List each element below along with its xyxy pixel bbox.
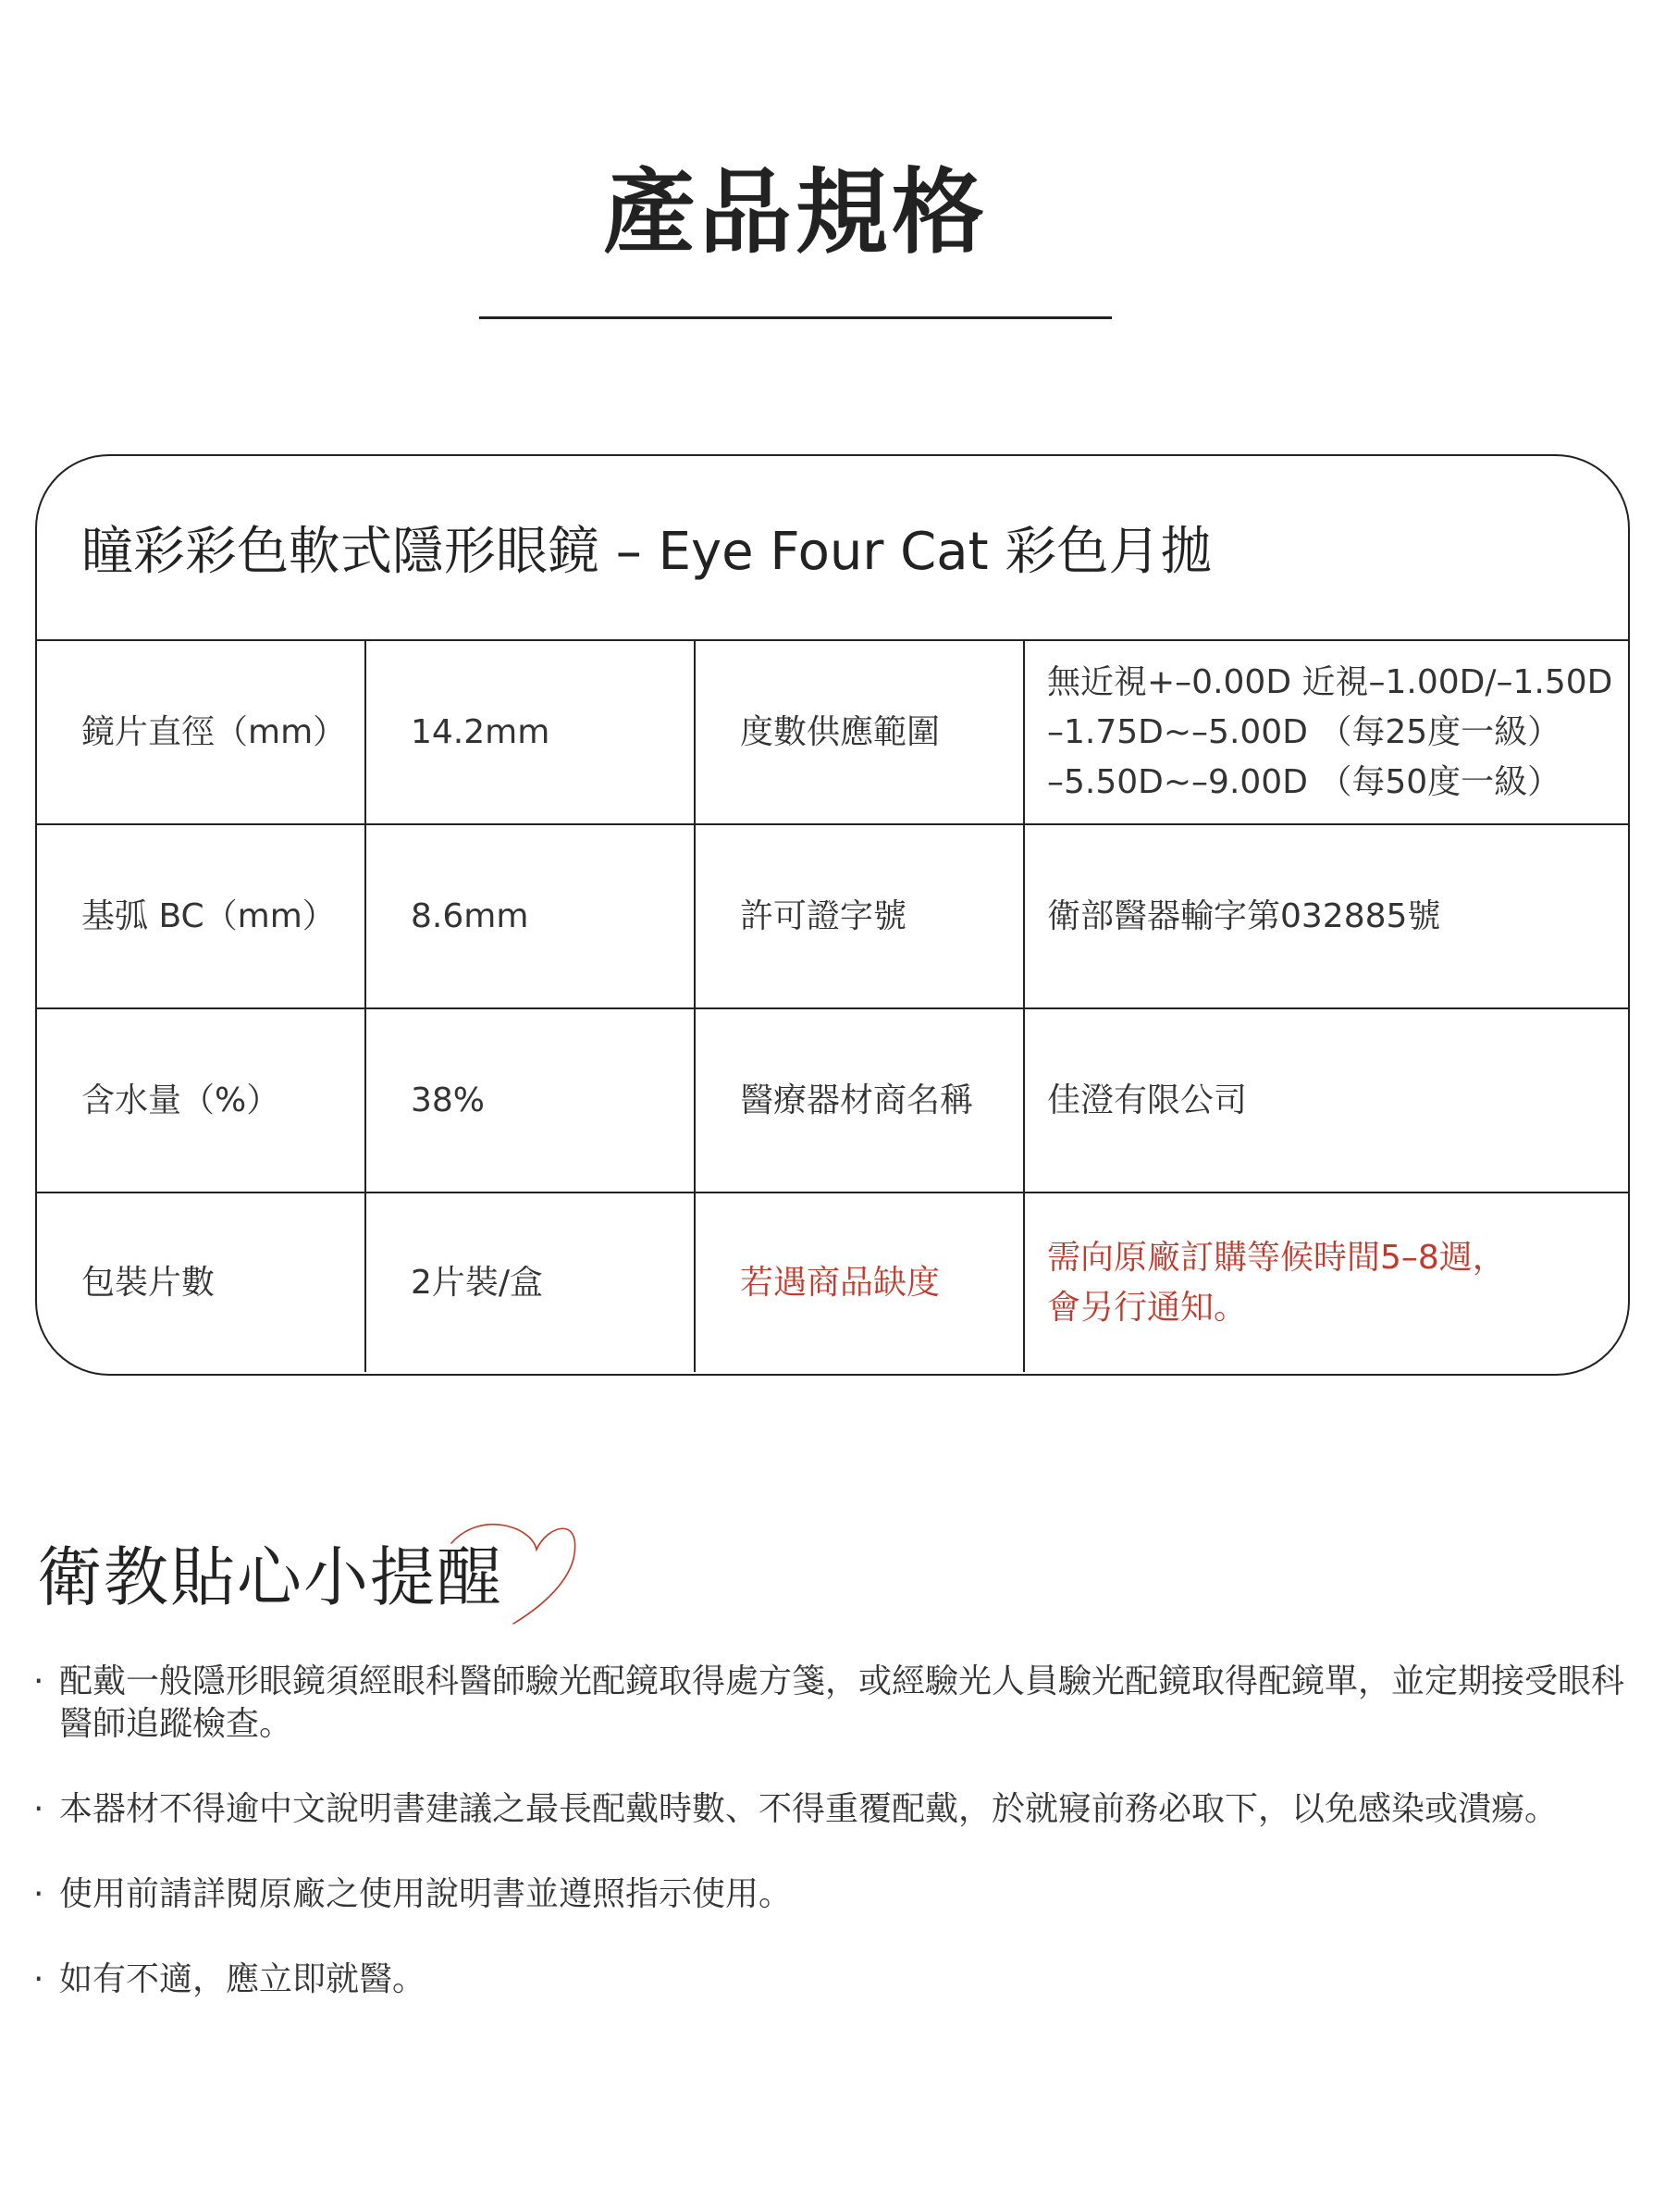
bullet-dot: · <box>33 1875 44 1913</box>
tip-item <box>33 1959 1624 2001</box>
heart-outline-icon <box>444 1508 583 1628</box>
spec-value-license: 衛部醫器輸字第032885號 <box>1047 896 1441 935</box>
spec-value-package: 2片裝/盒 <box>366 1193 696 1372</box>
spec-value-supplier: 佳澄有限公司 <box>1047 1081 1248 1119</box>
spec-row-base-curve <box>37 825 1628 1009</box>
tips-list <box>33 1661 1624 2001</box>
spec-label-power-range: 度數供應範圍 <box>696 641 1025 823</box>
spec-value-base-curve: 8.6mm <box>366 825 696 1007</box>
tips-title: 衛教貼心小提醒 <box>37 1539 503 1615</box>
tip-text: 本器材不得逾中文說明書建議之最長配戴時數、不得重覆配戴，於就寢前務必取下，以免感染或潰瘍。 <box>59 1790 1559 1828</box>
tip-item <box>33 1661 1624 1746</box>
spec-value-out-of-stock <box>1025 1193 1628 1372</box>
power-range-line: 無近視+–0.00D 近視–1.00D/–1.50D <box>1047 662 1613 701</box>
spec-label-diameter: 鏡片直徑（mm） <box>37 641 366 823</box>
spec-label-package: 包裝片數 <box>37 1193 366 1372</box>
power-range-line: –1.75D~–5.00D （每25度一級） <box>1047 712 1561 751</box>
title-divider <box>479 316 1112 319</box>
bullet-dot: · <box>33 1960 44 1998</box>
spec-row-water-content <box>37 1009 1628 1193</box>
spec-label-license: 許可證字號 <box>696 825 1025 1007</box>
tip-item <box>33 1788 1624 1831</box>
spec-value-diameter: 14.2mm <box>366 641 696 823</box>
bullet-dot: · <box>33 1662 44 1700</box>
page-title: 產品規格 <box>603 158 988 266</box>
spec-row-package <box>37 1193 1628 1372</box>
spec-value-water-content: 38% <box>366 1009 696 1192</box>
spec-row-diameter <box>37 641 1628 825</box>
tip-text: 配戴一般隱形眼鏡須經眼科醫師驗光配鏡取得處方箋，或經驗光人員驗光配鏡取得配鏡單，並定期接受眼科醫師追蹤檢查。 <box>59 1662 1625 1743</box>
out-of-stock-line: 需向原廠訂購等候時間5–8週， <box>1047 1238 1506 1277</box>
spec-value-power-range <box>1025 641 1628 823</box>
spec-label-supplier: 醫療器材商名稱 <box>696 1009 1025 1192</box>
tip-text: 使用前請詳閱原廠之使用說明書並遵照指示使用。 <box>59 1875 793 1913</box>
tip-text: 如有不適，應立即就醫。 <box>59 1960 426 1998</box>
spec-label-water-content: 含水量（%） <box>37 1009 366 1192</box>
spec-product-name: 瞳彩彩色軟式隱形眼鏡 – Eye Four Cat 彩色月拋 <box>37 456 1628 641</box>
spec-label-out-of-stock: 若遇商品缺度 <box>696 1193 1025 1372</box>
out-of-stock-line: 會另行通知。 <box>1047 1288 1248 1327</box>
tip-item <box>33 1873 1624 1916</box>
spec-table <box>35 454 1630 1376</box>
power-range-line: –5.50D~–9.00D （每50度一級） <box>1047 762 1561 801</box>
spec-label-base-curve: 基弧 BC（mm） <box>37 825 366 1007</box>
bullet-dot: · <box>33 1790 44 1828</box>
